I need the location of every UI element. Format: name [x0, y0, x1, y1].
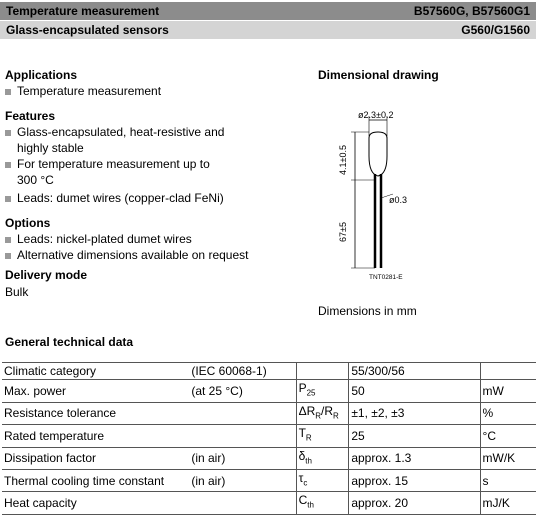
bullet-icon	[5, 162, 11, 168]
table-row	[2, 447, 536, 469]
features-item: Leads: dumet wires (copper-clad FeNi)	[17, 191, 224, 205]
table-row	[2, 380, 536, 402]
options-item: Leads: nickel-plated dumet wires	[17, 232, 192, 246]
page-title: Temperature measurement	[6, 4, 160, 18]
value-cell: ±1, ±2, ±3	[349, 402, 480, 424]
value-cell: 55/300/56	[349, 363, 480, 380]
symbol-cell	[296, 447, 349, 469]
technical-data-table	[2, 362, 536, 515]
unit-cell: s	[480, 469, 536, 491]
drawing-caption: Dimensions in mm	[318, 304, 417, 318]
table-row	[2, 469, 536, 491]
symbol-cell	[296, 492, 349, 514]
options-item: Alternative dimensions available on request	[17, 248, 249, 262]
symbol-cell	[296, 363, 349, 380]
wire-diameter-label: ø0.3	[389, 195, 408, 205]
param-cell: Thermal cooling time constant	[4, 473, 165, 488]
features-item: Glass-encapsulated, heat-resistive and	[17, 125, 225, 139]
param-cell: Dissipation factor	[4, 451, 97, 466]
body-length-label: 4.1±0.5	[338, 145, 348, 175]
symbol-cell	[296, 469, 349, 491]
condition-cell	[189, 402, 296, 424]
unit-cell: mJ/K	[480, 492, 536, 514]
symbol-sub: th	[305, 455, 312, 465]
table-row	[2, 363, 536, 380]
param-cell: Climatic category	[4, 364, 97, 379]
symbol-cell	[296, 402, 349, 424]
features-item-cont: highly stable	[17, 141, 84, 155]
param-cell: Max. power	[4, 384, 67, 399]
drawing-heading: Dimensional drawing	[318, 68, 439, 82]
features-heading: Features	[5, 109, 56, 123]
bullet-icon	[5, 237, 11, 243]
symbol-sub: R	[305, 433, 312, 443]
symbol-main: C	[298, 493, 308, 508]
title-bar	[0, 2, 536, 20]
value-cell: 25	[349, 425, 480, 447]
applications-item: Temperature measurement	[17, 84, 162, 98]
page-subtitle: Glass-encapsulated sensors	[6, 23, 169, 37]
value-cell: approx. 1.3	[349, 447, 480, 469]
series-code: G560/G1560	[461, 23, 530, 37]
unit-cell: mW	[480, 380, 536, 402]
param-cell: Resistance tolerance	[4, 406, 117, 421]
symbol-sub: c	[303, 478, 308, 488]
symbol-sub: R	[315, 411, 322, 421]
condition-cell: (at 25 °C)	[191, 384, 243, 399]
symbol-main: δ	[298, 448, 306, 463]
symbol-cell	[296, 380, 349, 402]
param-cell: Rated temperature	[4, 428, 105, 443]
part-numbers: B57560G, B57560G1	[413, 4, 530, 18]
condition-cell: (IEC 60068-1)	[191, 364, 267, 379]
table-row	[2, 425, 536, 447]
subtitle-bar	[0, 21, 536, 39]
delivery-heading: Delivery mode	[5, 268, 88, 282]
unit-cell	[480, 363, 536, 380]
technical-heading: General technical data	[5, 335, 134, 349]
symbol-main: ΔR	[298, 403, 316, 418]
drawing-code: TNT0281-E	[369, 274, 403, 281]
unit-cell: °C	[480, 425, 536, 447]
bullet-icon	[5, 196, 11, 202]
applications-heading: Applications	[5, 68, 78, 82]
lead-length-label: 67±5	[338, 222, 348, 242]
table-row	[2, 402, 536, 424]
symbol-main: P	[298, 381, 307, 396]
bullet-icon	[5, 253, 11, 259]
param-cell: Heat capacity	[4, 496, 77, 511]
bullet-icon	[5, 130, 11, 136]
symbol-main: τ	[298, 470, 304, 485]
unit-cell: %	[480, 402, 536, 424]
symbol-sub: R	[333, 411, 339, 421]
table-row	[2, 492, 536, 514]
options-heading: Options	[5, 216, 51, 230]
value-cell: approx. 20	[349, 492, 480, 514]
symbol-sub: th	[307, 500, 314, 510]
delivery-value: Bulk	[5, 285, 29, 299]
condition-cell: (in air)	[191, 473, 226, 488]
dimensional-drawing	[325, 100, 435, 290]
value-cell: approx. 15	[349, 469, 480, 491]
symbol-sub: 25	[306, 388, 316, 398]
features-item: For temperature measurement up to	[17, 157, 210, 171]
condition-cell: (in air)	[191, 451, 226, 466]
diameter-label: ø2.3±0.2	[358, 110, 394, 120]
features-item-cont: 300 °C	[17, 173, 54, 187]
symbol-cell	[296, 425, 349, 447]
condition-cell	[189, 492, 296, 514]
bullet-icon	[5, 89, 11, 95]
value-cell: 50	[349, 380, 480, 402]
symbol-tail: /R	[321, 403, 334, 418]
glass-body-shape	[369, 132, 387, 176]
unit-cell: mW/K	[480, 447, 536, 469]
symbol-main: T	[298, 426, 306, 441]
condition-cell	[189, 425, 296, 447]
